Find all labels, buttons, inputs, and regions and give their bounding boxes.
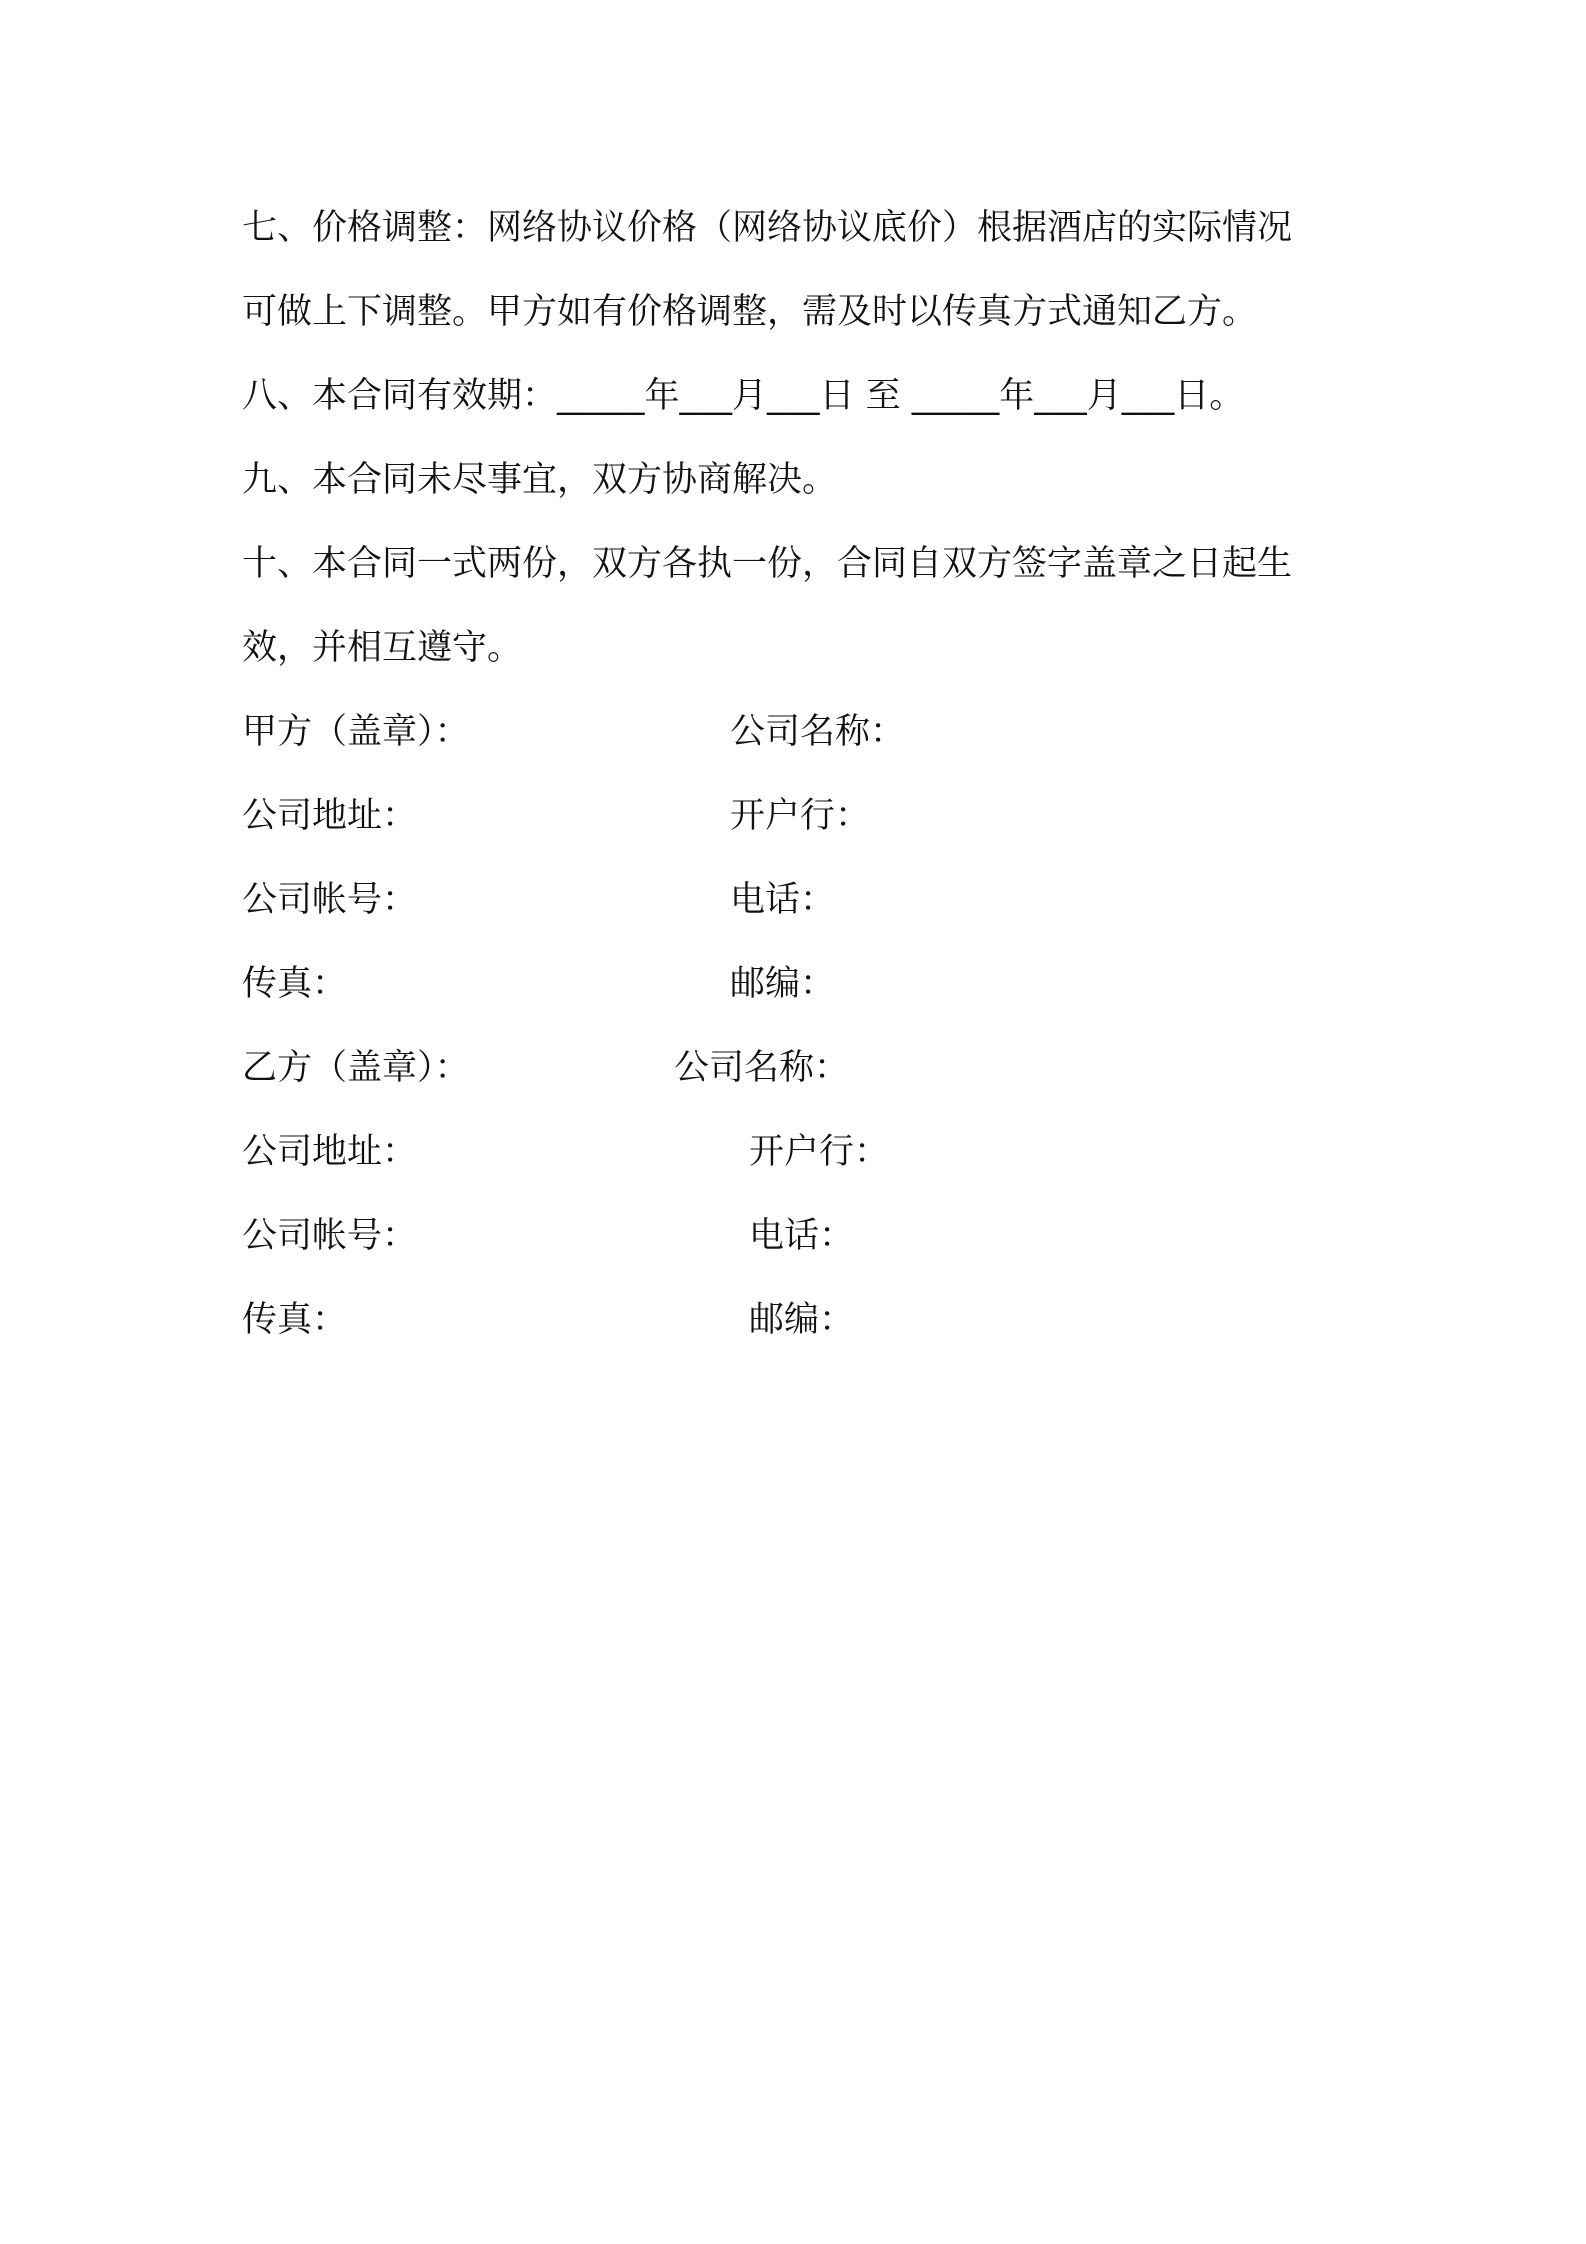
party-a-postcode-label: 邮编： xyxy=(730,964,836,1004)
party-b-row-seal xyxy=(242,1045,1392,1091)
party-a-bank-label: 开户行： xyxy=(730,796,871,836)
party-b-fax-label: 传真： xyxy=(242,1300,348,1340)
party-a-account-label: 公司帐号： xyxy=(242,880,418,920)
party-b-seal-label: 乙方（盖章）： xyxy=(242,1048,470,1088)
party-b-postcode-label: 邮编： xyxy=(749,1300,855,1340)
party-b-row-account xyxy=(242,1213,1392,1259)
party-a-company-name-label: 公司名称： xyxy=(730,712,906,752)
clause-10-line-2: 效，并相互遵守。 xyxy=(242,628,523,668)
party-b-phone-label: 电话： xyxy=(749,1216,855,1256)
party-a-phone-label: 电话： xyxy=(730,880,836,920)
party-a-row-account xyxy=(242,877,1392,923)
party-a-seal-label: 甲方（盖章）： xyxy=(242,712,470,752)
party-b-company-name-label: 公司名称： xyxy=(674,1048,850,1088)
clause-9: 九、本合同未尽事宜，双方协商解决。 xyxy=(242,460,838,500)
party-a-fax-label: 传真： xyxy=(242,964,348,1004)
clause-8-validity-period: 八、本合同有效期：_____年___月___日 至 _____年___月___日。 xyxy=(242,376,1245,416)
clause-10-line-1: 十、本合同一式两份，双方各执一份，合同自双方签字盖章之日起生 xyxy=(242,544,1293,584)
party-a-address-label: 公司地址： xyxy=(242,796,418,836)
party-b-address-label: 公司地址： xyxy=(242,1132,418,1172)
party-a-row-address xyxy=(242,793,1392,839)
party-b-row-fax xyxy=(242,1297,1392,1343)
party-a-row-seal xyxy=(242,709,1392,755)
party-b-account-label: 公司帐号： xyxy=(242,1216,418,1256)
party-a-row-fax xyxy=(242,961,1392,1007)
party-b-bank-label: 开户行： xyxy=(749,1132,890,1172)
clause-7-line-1: 七、价格调整：网络协议价格（网络协议底价）根据酒店的实际情况 xyxy=(242,208,1293,248)
clause-7-line-2: 可做上下调整。甲方如有价格调整，需及时以传真方式通知乙方。 xyxy=(242,292,1258,332)
party-b-row-address xyxy=(242,1129,1392,1175)
